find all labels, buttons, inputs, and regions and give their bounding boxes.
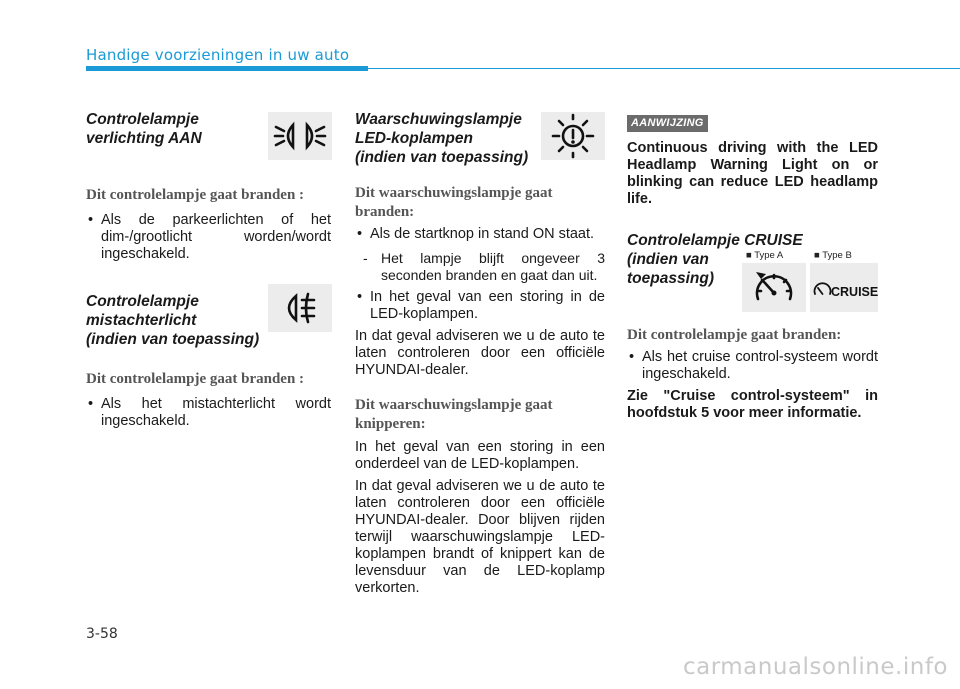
type-b-label: ■ Type B — [814, 250, 852, 261]
led-headlamp-warning-icon-box — [541, 112, 605, 160]
subtitle-line: Dit waarschuwingslampje gaat — [355, 397, 553, 413]
cruise-indicator-subtitle: Dit controlelampje gaat branden: — [627, 327, 842, 343]
watermark: carmanualsonline.info — [682, 654, 948, 680]
headlight-on-icon — [268, 112, 332, 160]
type-a-label: ■ Type A — [746, 250, 784, 261]
subtitle-line: branden: — [355, 204, 415, 220]
note-text: Continuous driving with the LED Headlamp Warning Light on or blinking can reduce LED headlamp life. — [627, 140, 878, 207]
rear-fog-indicator-bullet: • Als het mistachterlicht wordt ingeschakeld. — [86, 396, 331, 430]
subtitle-line: Dit waarschuwingslampje gaat — [355, 185, 553, 201]
title-line: Controlelampje CRUISE — [627, 232, 803, 249]
title-line: toepassing) — [627, 270, 714, 287]
led-headlamp-warning-icon — [541, 112, 605, 160]
cruise-reference: Zie "Cruise control-systeem" in hoofdstuk 5 voor meer informatie. — [627, 388, 878, 421]
title-line: verlichting AAN — [86, 130, 202, 147]
led-warning-bullet-1: • Als de startknop in stand ON staat. — [355, 226, 605, 243]
title-line: (indien van — [627, 251, 709, 268]
title-line: (indien van toepassing) — [86, 331, 260, 348]
rear-fog-indicator-subtitle: Dit controlelampje gaat branden : — [86, 371, 305, 387]
note-badge: AANWIJZING — [627, 115, 708, 132]
title-line: LED-koplampen — [355, 130, 473, 147]
title-line: Waarschuwingslampje — [355, 111, 522, 128]
title-line: (indien van toepassing) — [355, 149, 529, 166]
led-warning-paragraph-2: In het geval van een storing in een onderdeel van de LED-koplampen. — [355, 439, 605, 472]
title-line: mistachterlicht — [86, 312, 197, 329]
cruise-indicator-bullet: • Als het cruise control-systeem wordt ingeschakeld. — [627, 349, 878, 383]
headlight-indicator-title — [86, 110, 261, 148]
led-warning-paragraph-3: In dat geval adviseren we u de auto te laten controleren door een officiële HYUNDAI-dealer. Door blijven rijden terwijl waarschuwingslampje LED-koplampen brandt of knippert kan de levensduur van de LED-koplamp verkorten. — [355, 478, 605, 596]
column-2 — [355, 110, 605, 597]
cruise-icon-label: CRUISE — [831, 285, 878, 299]
rear-fog-icon-box — [268, 284, 332, 332]
dash-text: Het lampje blijft ongeveer 3 seconden branden en gaat dan uit. — [381, 250, 605, 283]
led-warning-paragraph-1: In dat geval adviseren we u de auto te laten controleren door een officiële HYUNDAI-dealer. — [355, 328, 605, 378]
cruise-gauge-icon-box — [742, 263, 806, 312]
subtitle-line: knipperen: — [355, 416, 426, 432]
dash-mark: - — [363, 250, 368, 266]
header-rule-thin — [368, 68, 960, 69]
led-warning-dash-item — [355, 250, 605, 284]
title-line: Controlelampje — [86, 111, 199, 128]
led-warning-bullet-2: • In het geval van een storing in de LED-koplampen. — [355, 289, 605, 323]
headlight-on-icon-box — [268, 112, 332, 160]
headlight-indicator-bullet: • Als de parkeerlichten of het dim-/grootlicht worden/wordt ingeschakeld. — [86, 212, 331, 263]
cruise-text-icon — [810, 263, 878, 312]
header-rule-thick — [86, 66, 368, 71]
title-line: Controlelampje — [86, 293, 199, 310]
cruise-text-icon-box — [810, 263, 878, 312]
led-warning-on-subtitle — [355, 184, 605, 222]
led-warning-blink-subtitle — [355, 396, 605, 434]
page-number: 3-58 — [86, 626, 118, 642]
headlight-indicator-subtitle: Dit controlelampje gaat branden : — [86, 187, 305, 203]
cruise-gauge-icon — [742, 263, 806, 312]
rear-fog-light-icon — [268, 284, 332, 332]
section-header: Handige voorzieningen in uw auto — [86, 46, 350, 64]
